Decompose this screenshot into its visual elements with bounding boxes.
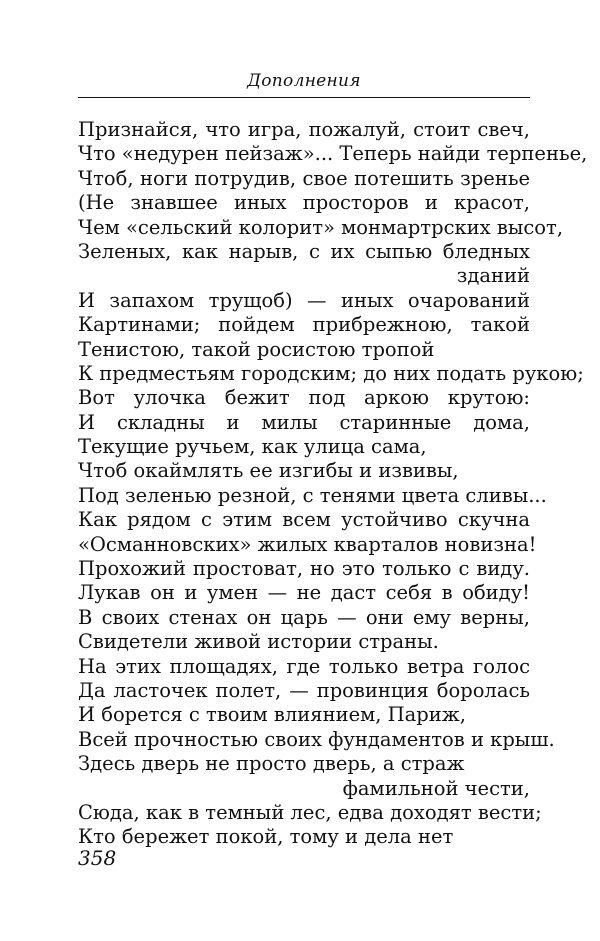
poem-line: «Османновских» жилых кварталов новизна! [78,532,537,556]
poem-line: Сюда, как в темный лес, едва доходят вести; [78,800,542,824]
poem-text [78,118,588,850]
poem-line: Зеленых, как нарыв, с их сыпью бледных [78,239,530,263]
poem-line: Что «недурен пейзаж»... Теперь найди терпенье, [78,142,588,166]
poem-line: Текущие ручьем, как улица сама, [78,435,427,459]
poem-line: В своих стенах он царь — они ему верны, [78,605,530,629]
poem-line: И складны и милы старинные дома, [78,410,530,434]
poem-line: Да ласточек полет, — провинция боролась [78,678,530,702]
poem-line: Свидетели живой истории страны. [78,630,439,654]
poem-line: Картинами; пойдем прибрежною, такой [78,313,530,337]
poem-line: Как рядом с этим всем устойчиво скучна [78,508,530,532]
poem-line: Вот улочка бежит под аркою крутою: [78,386,530,410]
poem-line-runover: фамильной чести, [342,776,530,800]
header-rule [78,97,530,98]
poem-line: Признайся, что игра, пожалуй, стоит свеч, [78,118,530,141]
page-number: 358 [78,846,117,870]
poem-line: Под зеленью резной, с тенями цвета сливы... [78,483,547,507]
poem-line: К предместьям городским; до них подать рукою; [78,361,584,385]
poem-line: Чтоб, ноги потрудив, свое потешить зренье [78,166,530,190]
poem-line: Лукав он и умен — не даст себя в обиду! [78,581,530,605]
poem-line: Здесь дверь не просто дверь, а страж [78,752,465,776]
poem-line: И борется с твоим влиянием, Париж, [78,703,466,727]
poem-line-runover: зданий [456,264,530,288]
poem-line: Прохожий простоват, но это только с виду. [78,557,530,581]
poem-line: Тенистою, такой росистою тропой [78,337,435,361]
poem-line: Чтоб окаймлять ее изгибы и извивы, [78,459,459,483]
poem-line: Всей прочностью своих фундаментов и крыш. [78,727,555,751]
poem-line: На этих площадях, где только ветра голос [78,654,530,678]
poem-line: Чем «сельский колорит» монмартрских высот, [78,215,564,239]
poem-line: (Не знавшее иных просторов и красот, [78,191,530,215]
poem-line: И запахом трущоб) — иных очарований [78,288,530,312]
running-head: Дополнения [247,71,361,91]
poem-line: Кто бережет покой, тому и дела нет [78,825,454,849]
